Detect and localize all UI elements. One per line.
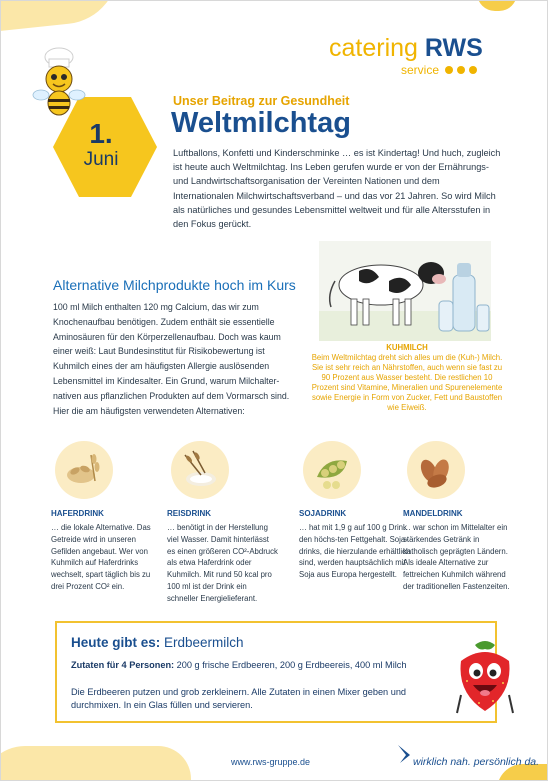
- page-title: Weltmilchtag: [171, 107, 351, 139]
- milk-caption-text: Beim Weltmilchtag dreht sich alles um die (Kuh-) Milch. Sie ist sehr reich an Nährstoffen, auch wenn sie fast zu 90 Prozent aus Wasser besteht. Die restlichen 10 Prozent sind Vitamine, Mineralien und Spurenelemente sowie Energie in Form von Zucker, Fett und Baustoffen wie Eiweiß.: [311, 353, 503, 412]
- drink-item-mandeldrink: [403, 441, 515, 593]
- drink-description: … benötigt in der Herstellung viel Wasser. Damit hinterlässt es einen größeren CO²-Abdruck als etwa Haferdrink oder Kuhmilch. Mit rund 50 kcal pro 100 ml ist der Drink ein schneller Energielieferant.: [167, 523, 278, 603]
- catering-rws-logo: [329, 35, 489, 81]
- footer-claim: wirklich nah. persönlich da.: [413, 756, 540, 768]
- ingredients-list: 200 g frische Erdbeeren, 200 g Erdbeereis, 400 ml Milch: [174, 660, 407, 670]
- recipe-title-bold: Heute gibt es:: [71, 635, 161, 650]
- cow-and-milk-icon: [319, 241, 491, 341]
- drink-name: MANDELDRINK: [403, 509, 463, 518]
- logo-wordmark: [329, 35, 489, 61]
- recipe-title-name: Erdbeermilch: [160, 635, 244, 650]
- date-day: 1.: [89, 118, 113, 149]
- milk-caption: [309, 343, 505, 413]
- drink-item-haferdrink: [51, 441, 163, 593]
- rice-icon: [171, 441, 229, 499]
- logo-text-service: service: [401, 63, 440, 77]
- decorative-blob-top-right: [477, 0, 517, 11]
- swallow-logo-icon: [396, 743, 412, 765]
- drink-description: … war schon im Mittelalter ein stärkendes Getränk in katholisch geprägten Ländern. Als ideale Alternative zur fettreichen Kuhmilch während der traditionellen Fastenzeiten.: [403, 523, 510, 591]
- drink-name: HAFERDRINK: [51, 509, 104, 518]
- drink-name: REISDRINK: [167, 509, 212, 518]
- alternatives-paragraph: 100 ml Milch enthalten 120 mg Calcium, das wir zum Knochenaufbau benötigen. Zudem enthält sie essentielle Aminosäuren für den Körperzellenaufbau. Doch was kaum einer weiß: Laut Bundesinstitut für Risikobewertung ist Kuhmilch eines der am häufigsten Allergie auslösenden Lebensmittel im Kindesalter. Ein Grund, warum Milchalter-nativen aus pflanzlichen Produkten auf dem Vormarsch sind. Hier die am häufigsten verwendeten Alternativen:: [53, 302, 290, 416]
- footer-website-link[interactable]: www.rws-gruppe.de: [231, 757, 311, 767]
- recipe-box: [55, 621, 497, 723]
- logo-dots-icon: [445, 66, 477, 74]
- alternatives-heading: Alternative Milchprodukte hoch im Kurs: [53, 277, 296, 293]
- drink-alternatives-list: [51, 441, 511, 611]
- oat-icon: [55, 441, 113, 499]
- drink-description: … hat mit 1,9 g auf 100 g Drink den höchs-ten Fettgehalt. Soja-drinks, die hierzulande erhältlich sind, werden hauptsächlich mit Soja aus Europa hergestellt.: [299, 523, 411, 580]
- drink-name: SOJADRINK: [299, 509, 347, 518]
- page-kicker: Unser Beitrag zur Gesundheit: [173, 94, 350, 108]
- intro-paragraph: Luftballons, Konfetti und Kinderschminke … es ist Kindertag! Und huch, zugleich ist heute auch Weltmilchtag. Ins Leben gerufen wurde er von der Ernährungs- und Landwirtschaftsorganisation der Vereinten Nationen und dem Internationalen Milchwirtschaftsverband – und das vor 21 Jahren. So wird Milch als natürliches und gesundes Lebensmittel weltweit und für alle Altersstufen in den Fokus gerückt.: [173, 148, 501, 230]
- decorative-blob-bottom-left: [0, 746, 191, 781]
- ingredients-label: Zutaten für 4 Personen:: [71, 660, 175, 670]
- drink-item-sojadrink: [299, 441, 411, 581]
- drink-item-reisdrink: [167, 441, 279, 605]
- drink-description: … die lokale Alternative. Das Getreide wird in unseren Gefilden angebaut. Wer von Kuhmilch auf Haferdrinks wechselt, spart täglich bis zu drei Prozent CO² ein.: [51, 523, 151, 591]
- recipe-steps: Die Erdbeeren putzen und grob zerkleinern. Alle Zutaten in einen Mixer geben und durchmixen. In ein Glas füllen und servieren.: [71, 687, 407, 711]
- milk-caption-title: KUHMILCH: [386, 343, 428, 352]
- date-month: Juni: [83, 149, 119, 170]
- logo-text-catering: catering: [329, 34, 418, 62]
- date-badge: [61, 119, 141, 171]
- recipe-ingredients: [71, 660, 431, 670]
- recipe-title: [71, 635, 244, 650]
- strawberry-mascot-icon: [453, 637, 517, 721]
- bee-chef-mascot-icon: [29, 45, 89, 117]
- soybean-icon: [303, 441, 361, 499]
- almond-icon: [407, 441, 465, 499]
- logo-text-rws: RWS: [424, 34, 483, 62]
- decorative-blob-top-left: [0, 0, 123, 34]
